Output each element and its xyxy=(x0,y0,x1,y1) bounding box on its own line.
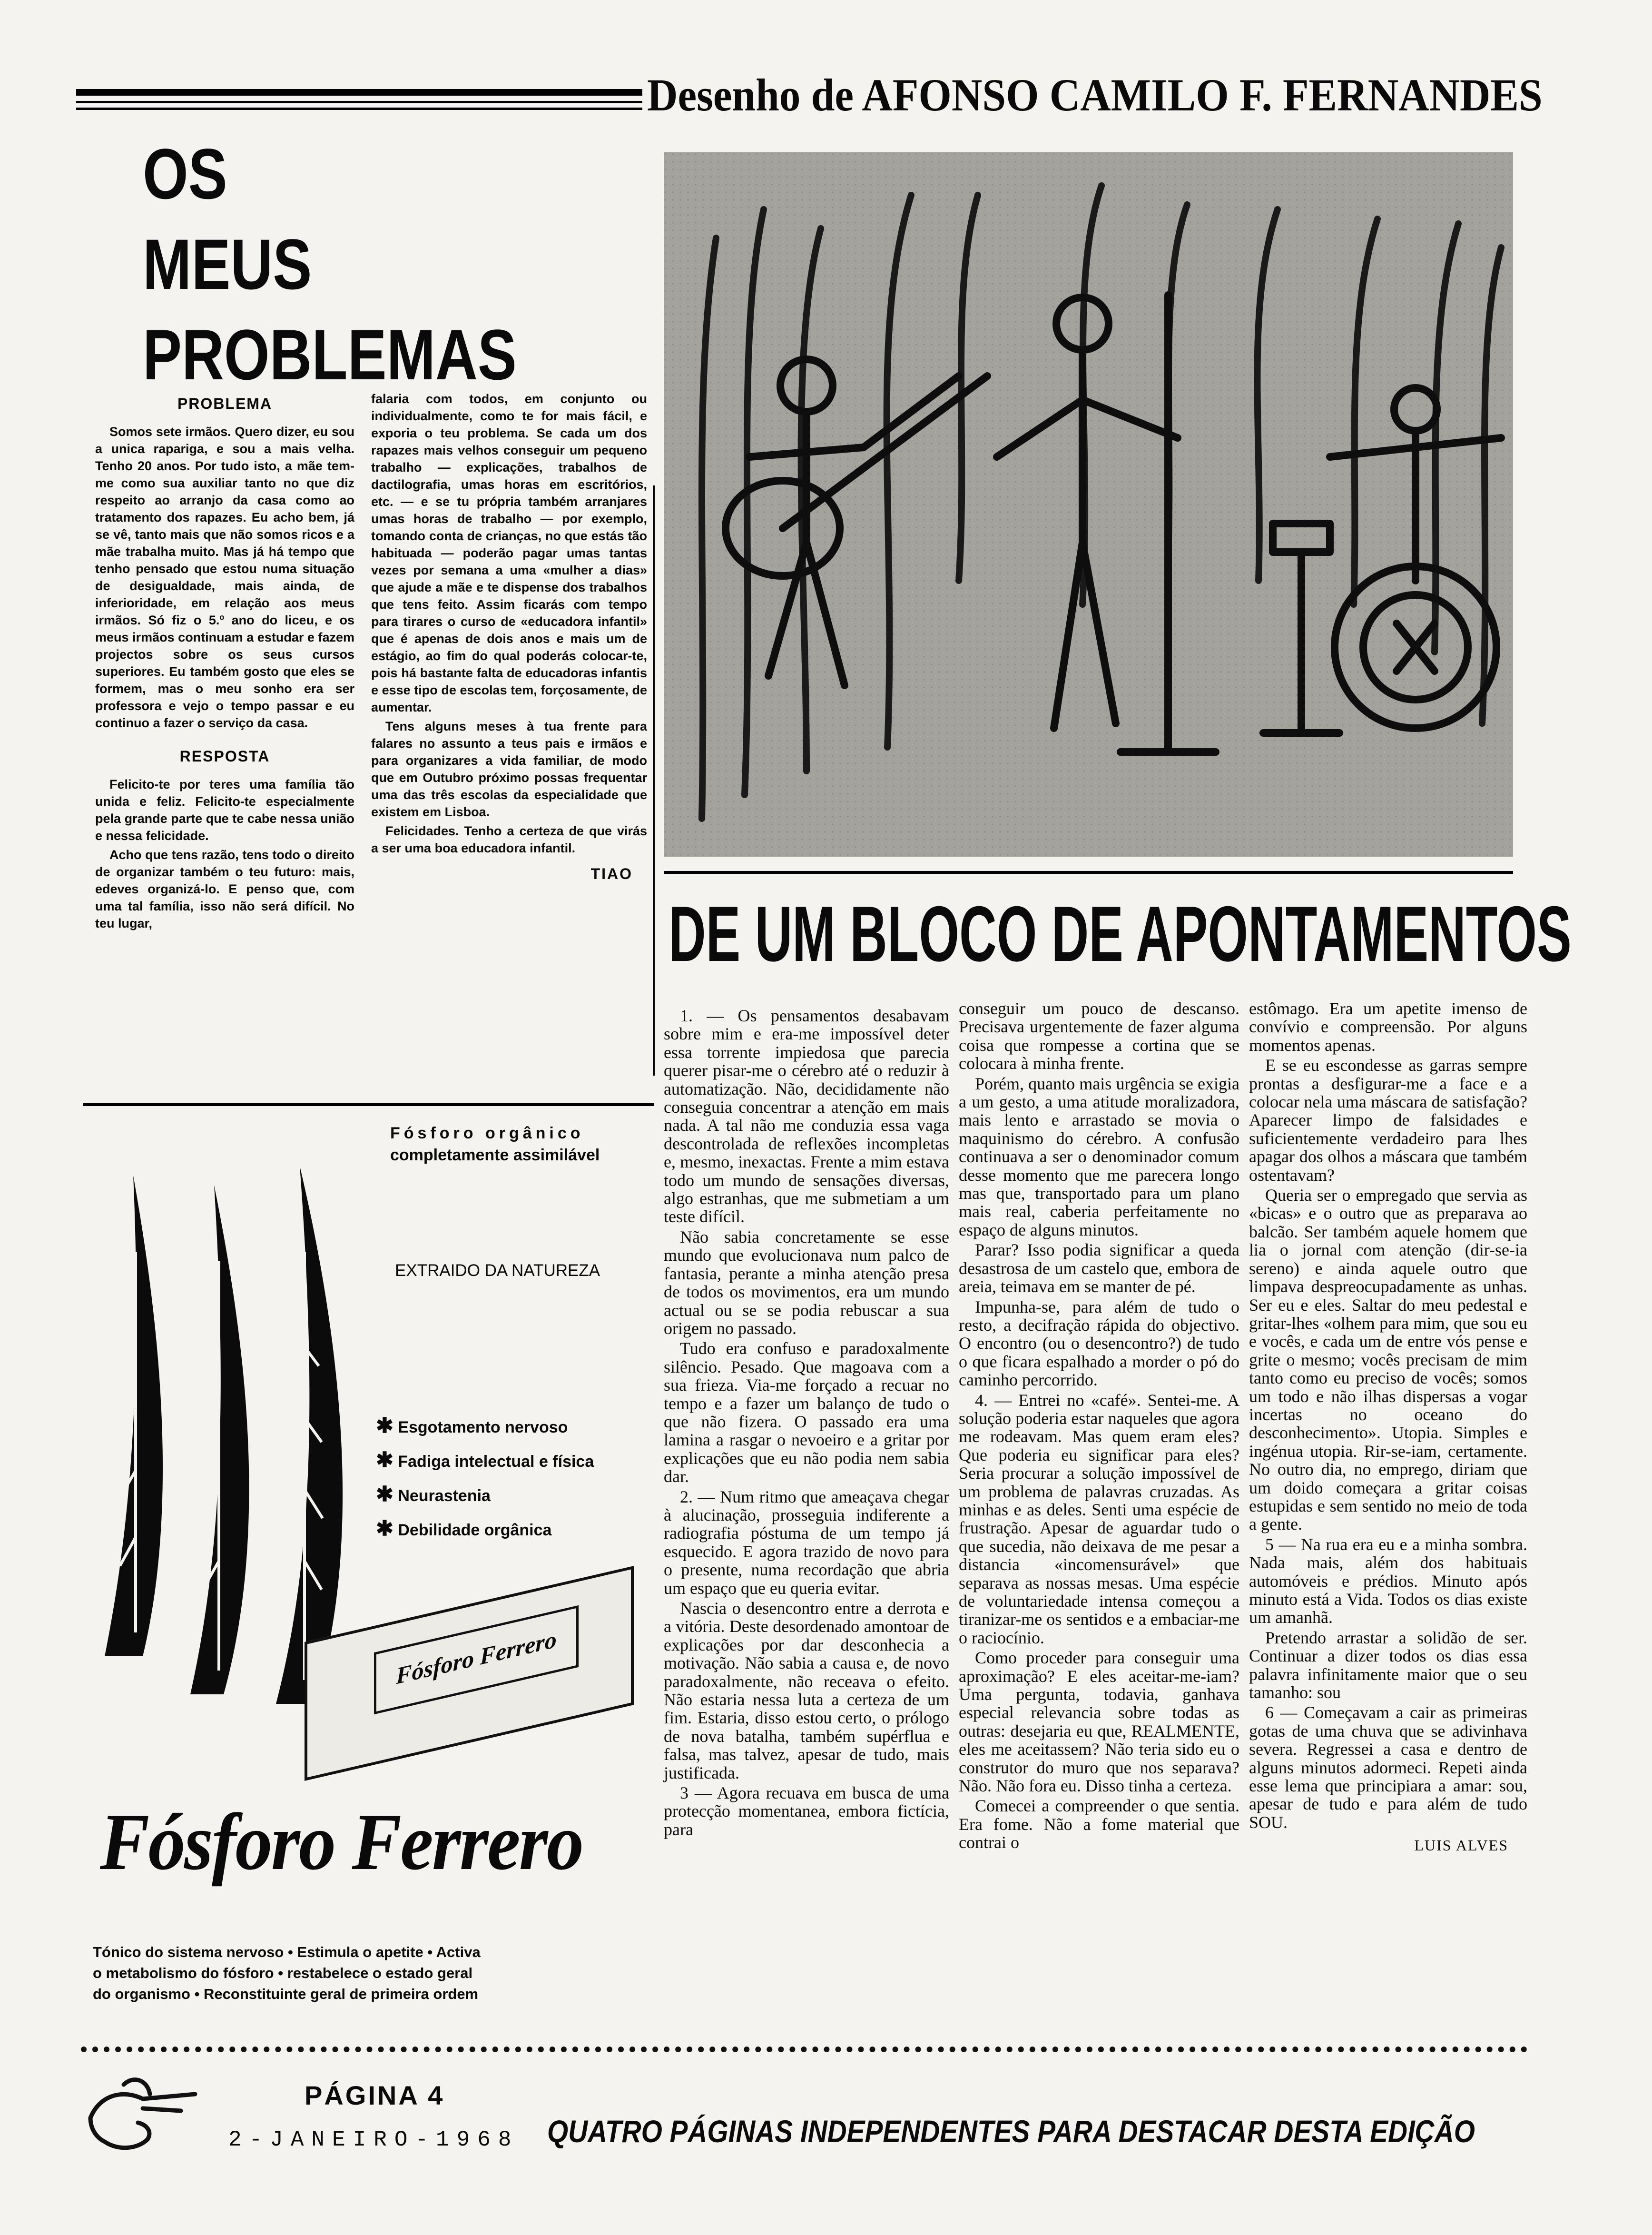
ad-top-rule xyxy=(83,1103,654,1106)
asterisk-icon: ✱ xyxy=(376,1414,393,1437)
article-c3-p2: E se eu escondesse as garras sempre prontas a desfigurar-me a face e a colocar nela uma máscara de satisfação? Aparecer limpo de falsidades e suficientemente verdadeiro para lhes apagar dos olhos a máscara que também ostentavam? xyxy=(1249,1056,1527,1185)
column-divider xyxy=(653,485,655,1076)
header-rule-thin-2 xyxy=(76,108,642,110)
problems-title xyxy=(143,134,599,395)
article-c3-p6: 6 — Começavam a cair as primeiras gotas de uma chuva que se adivinhava severa. Regressei a casa e dentro de alguns minutos adormeci. Repeti ainda esse lema que principiara a amar: sou, apesar de tudo e para além de tudo SOU. xyxy=(1249,1703,1527,1832)
article-c3-p5: Pretendo arrastar a solidão de ser. Continuar a dizer todos os dias essa palavra infinitamente maior que o seu tamanho: sou xyxy=(1249,1628,1527,1702)
article-c2-p4: Impunha-se, para além de tudo o resto, a decifração rápida do objectivo. O encontro (ou o desencontro?) de tudo o que ficara espalhado a morder o pó do caminho percorrido. xyxy=(959,1297,1239,1390)
ad-bullet-2 xyxy=(376,1448,594,1482)
illustration-credit: Desenho de AFONSO CAMILO F. FERNANDES xyxy=(647,69,1543,120)
ad-bullet-1-label: Esgotamento nervoso xyxy=(398,1418,568,1436)
article-c2-p7: Comecei a compreender o que sentia. Era fome. Não a fome material que contrai o xyxy=(959,1796,1239,1852)
answer-text-3: falaria com todos, em conjunto ou individualmente, como te for mais fácil, e exporia o teu problema. Se cada um dos rapazes mais velhos conseguir um pequeno trabalho — explicações, trabalhos de dactilografia, umas horas em escritórios, etc. — e se tu própria também arranjares umas horas de trabalho — por exemplo, tomando conta de crianças, no que estás tão habituada — poderão pagar umas tantas vezes por semana a uma «mulher a dias» que ajude a mãe e te dispense dos trabalhos que tens feito. Assim ficarás com tempo para tirares o curso de «educadora infantil» que é apenas de dois anos e mais um de estágio, ao fim do qual poderás colocar-te, pois há bastante falta de educadoras infantis e esse tipo de escolas tem, forçosamente, de aumentar. xyxy=(371,392,647,714)
problems-title-line-3: PROBLEMAS xyxy=(143,315,517,395)
footer-tagline: QUATRO PÁGINAS INDEPENDENTES PARA DESTACAR DESTA EDIÇÃO xyxy=(547,2114,1475,2149)
article-c1-p3: Tudo era confuso e paradoxalmente silêncio. Pesado. Que magoava com a sua frieza. Via-me forçado a recuar no tempo e a fazer um balanço de tudo o que não fizera. O passado era uma lamina a rasgar o nevoeiro e a gritar por explicações que eu não podia nem sabia dar. xyxy=(664,1339,949,1486)
header-rule-thin-1 xyxy=(76,101,642,103)
footer-date: 2-JANEIRO-1968 xyxy=(228,2127,519,2152)
article-c2-p2: Porém, quanto mais urgência se exigia a um gesto, a uma atitude moralizadora, mais lento e arrastado se movia o maquinismo do cérebro. A confusão continuava a ser o denominador comum desse momento que me parecera longo mas que, transportado para um plano mais real, caberia perfeitamente no espaço de alguns minutos. xyxy=(959,1074,1239,1239)
article-c1-p1: 1. — Os pensamentos desabavam sobre mim e era-me impossível deter essa torrente impiedosa que parecia querer pisar-me o cérebro até o reduzir à automatização. Não, decididamente não conseguia concentrar a atenção em mais nada. A tal não me conduzia essa vaga descontrolada de reflexões incompletas e, mesmo, inexactas. Frente a mim estava todo um mundo de sensações diversas, algo estranhas, que me submetiam a um teste difícil. xyxy=(664,1006,949,1226)
problem-heading: PROBLEMA xyxy=(177,395,273,412)
asterisk-icon: ✱ xyxy=(376,1448,393,1472)
answer-heading: RESPOSTA xyxy=(179,748,270,765)
child-drawing xyxy=(664,152,1513,857)
ad-bullet-3-label: Neurastenia xyxy=(398,1487,491,1505)
ad-product-box-label xyxy=(374,1605,579,1714)
ad-bullets xyxy=(376,1414,594,1551)
ad-brand: Fósforo Ferrero xyxy=(100,1797,583,1887)
answer-text-1: Felicito-te por teres uma família tão unida e feliz. Felicito-te especialmente pela grande parte que te cabe nessa união e nessa felicidade. xyxy=(95,777,354,843)
article-signature: LUIS ALVES xyxy=(1414,1837,1508,1854)
answer-signature: TIAO xyxy=(590,865,633,882)
ad-footer-line-2: o metabolismo do fósforo • restabelece o estado geral xyxy=(93,1965,473,1981)
article-c3-p1: estômago. Era um apetite imenso de convívio e compreensão. Por alguns momentos apenas. xyxy=(1249,999,1527,1055)
article-column-2 xyxy=(959,999,1239,1854)
article-c1-p4: 2. — Num ritmo que ameaçava chegar à alucinação, prosseguia indiferente a radiografia póstuma de um tempo já esquecido. E agora trazido de novo para o presente, numa recordação que abria um espaço que eu queria evitar. xyxy=(664,1487,949,1598)
article-c2-p3: Parar? Isso podia significar a queda desastrosa de um castelo que, embora de areia, teimava em se manter de pé. xyxy=(959,1240,1239,1296)
article-c1-p6: 3 — Agora recuava em busca de uma protecção momentanea, embora fictícia, para xyxy=(664,1783,949,1839)
ad-bullet-4 xyxy=(376,1516,594,1551)
ad-footer-line-1: Tónico do sistema nervoso • Estimula o apetite • Activa xyxy=(93,1944,481,1960)
article-c1-p2: Não sabia concretamente se esse mundo que evolucionava num palco de fantasia, perante a minha atenção presa de todos os movimentos, era um mundo actual ou se se podia rebuscar a sua origem no passado. xyxy=(664,1227,949,1338)
article-c2-p6: Como proceder para conseguir uma aproximação? E eles aceitar-me-iam? Uma pergunta, todavia, ganhava especial relevancia sobre todas as outras: desejaria eu que, REALMENTE, eles me aceitassem? Não teria sido eu o construtor do muro que nos separava? Não. Não fora eu. Disso tinha a certeza. xyxy=(959,1648,1239,1796)
asterisk-icon: ✱ xyxy=(376,1517,393,1540)
article-column-1 xyxy=(664,1007,949,1840)
ad-extract: EXTRAIDO DA NATUREZA xyxy=(395,1261,600,1280)
article-top-rule xyxy=(664,871,1513,874)
footer-dotted-rule xyxy=(81,2047,1527,2052)
answer-text-4: Tens alguns meses à tua frente para falares no assunto a teus pais e irmãos e para organizares a vida familiar, de modo que em Outubro próximo possas frequentar uma das três escolas da especialidade que existem em Lisboa. xyxy=(371,719,647,819)
ad-product-line-1: Fósforo orgânico xyxy=(390,1124,584,1142)
ad-bullet-2-label: Fadiga intelectual e física xyxy=(398,1453,594,1471)
ad-product-box-brand: Fósforo Ferrero xyxy=(396,1625,557,1690)
ad-bullet-1 xyxy=(376,1414,594,1448)
problems-column-2 xyxy=(371,390,647,883)
ad-bullet-3 xyxy=(376,1482,594,1516)
answer-text-2: Acho que tens razão, tens todo o direito de organizar também o teu futuro: mais, edeves organizá-lo. E penso que, com uma tal família, isso não será difícil. No teu lugar, xyxy=(95,848,354,930)
problems-title-line-1: OS xyxy=(143,134,227,214)
article-column-3 xyxy=(1249,999,1527,1855)
problems-title-line-2: MEUS xyxy=(143,224,312,304)
problems-column-1 xyxy=(95,395,354,934)
ad-product-line-2: completamente assimilável xyxy=(390,1146,600,1164)
footer-page: PÁGINA 4 xyxy=(305,2080,445,2110)
ad-footer-line-3: do organismo • Reconstituinte geral de primeira ordem xyxy=(93,1986,479,2002)
asterisk-icon: ✱ xyxy=(376,1483,393,1506)
article-c2-p1: conseguir um pouco de descanso. Precisava urgentemente de fazer alguma coisa que rompesse a cortina que se colocara à minha frente. xyxy=(959,999,1239,1073)
article-c3-p4: 5 — Na rua era eu e a minha sombra. Nada mais, além dos habituais automóveis e prédios. Minuto após minuto está a Vida. Todos os dias existe um amanhã. xyxy=(1249,1534,1527,1627)
pointing-hand-icon xyxy=(81,2066,205,2161)
article-title: DE UM BLOCO DE APONTAMENTOS xyxy=(669,890,1572,978)
article-c2-p5: 4. — Entrei no «café». Sentei-me. A solução poderia estar naqueles que agora me rodeavam. Mas quem eram eles? Que poderia eu significar para eles? Seria procurar a solução impossível de um problema de palavras cruzadas. As minhas e as deles. Senti uma espécie de frustração. Apesar de aguardar tudo o que sucedia, não deixava de me pesar a distancia «incomensurável» que separava as nossas mesas. Uma espécie de voluntariedade intensa começou a tiranizar-me os sentidos e a embaciar-me o raciocínio. xyxy=(959,1390,1239,1647)
header-rule-thick xyxy=(76,89,642,96)
answer-text-5: Felicidades. Tenho a certeza de que virás a ser uma boa educadora infantil. xyxy=(371,824,647,855)
article-c3-p3: Queria ser o empregado que servia as «bicas» e o outro que as preparava ao balcão. Ser também aquele homem que lia o jornal com atenção (dir-se-ia sereno) e ainda aquele outro que limpava despreocupadamente as unhas. Ser eu e eles. Saltar do meu pedestal e gritar-lhes «olhem para mim, que sou eu e vocês, e cada um de entre vós pense e grite o mesmo; vocês precisam de mim tanto como eu preciso de vocês; somos um todo e não ilhas dispersas a vogar incertas no oceano do desconhecimento». Utopia. Simples e ingénua utopia. Rir-se-iam, certamente. No outro dia, no emprego, diriam que um doido começara a gritar coisas estupidas e sem sentido no meio de toda a gente. xyxy=(1249,1186,1527,1534)
problem-text: Somos sete irmãos. Quero dizer, eu sou a unica rapariga, e sou a mais velha. Tenho 20 anos. Por tudo isto, a mãe tem-me como sua auxiliar tanto no que diz respeito ao arranjo da casa como ao tratamento dos rapazes. Eu acho bem, já se vê, tanto mais que não somos ricos e a mãe trabalha muito. Mas já há tempo que tenho pensado que estou numa situação de desigualdade, mais ainda, de inferioridade, em relação aos meus irmãos. Só fiz o 5.º ano do liceu, e os meus irmãos continuam a estudar e fazem projectos sobre os seus cursos superiores. Eu também gosto que eles se formem, mas o meu sonho era ser professora e vejo o tempo passar e eu continuo a fazer o serviço da casa. xyxy=(95,425,354,730)
ad-bullet-4-label: Debilidade orgânica xyxy=(398,1521,552,1539)
ad-footer xyxy=(93,1942,649,2005)
article-c1-p5: Nascia o desencontro entre a derrota e a vitória. Deste desordenado amontoar de explicações por dar desconhecia a motivação. Não sabia a causa e, de novo paradoxalmente, não receava o efeito. Não estaria nessa luta a certeza de um fim. Estaria, disso estou certo, o prólogo de nova batalha, também supérflua e falsa, mas talvez, apesar de tudo, mais justificada. xyxy=(664,1599,949,1782)
